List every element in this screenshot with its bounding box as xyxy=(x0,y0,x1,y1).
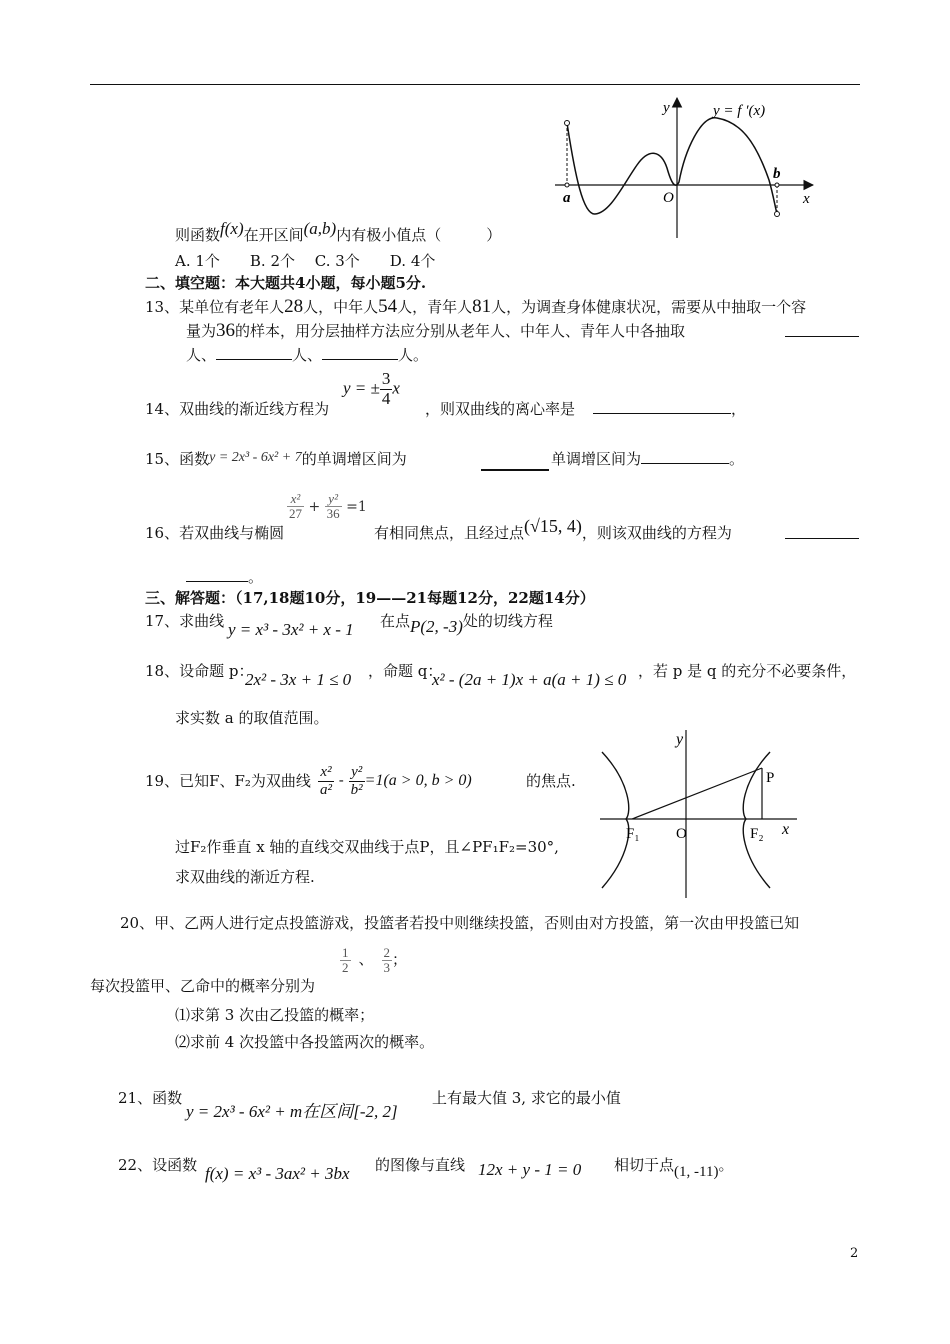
q13-text: 人，为调查身体健康状况，需要从中抽取一个容 xyxy=(491,298,807,316)
q15-line-tail xyxy=(551,448,744,469)
q20-prob-jia xyxy=(340,946,351,976)
q16-point: (√15, 4) xyxy=(524,516,582,536)
graph-y-label: y xyxy=(663,100,670,116)
graph-x-label: x xyxy=(782,821,790,838)
q13-text: 人、 xyxy=(292,346,323,364)
q14-eq-lhs: y = ± xyxy=(343,378,380,398)
q20-line2: 每次投篮甲、乙命中的概率分别为 xyxy=(90,977,316,995)
q13-value-middle: 54 xyxy=(378,296,398,317)
q16-text: 若双曲线与椭圆 xyxy=(179,524,285,542)
derivative-graph xyxy=(545,90,825,240)
q17-line-tail xyxy=(380,610,553,636)
q19-line xyxy=(145,770,311,791)
graph-b-label: b xyxy=(773,166,781,182)
q19-frac-2-num: y² xyxy=(349,764,365,782)
q21-text: 函数 xyxy=(152,1089,183,1107)
section3-heading: 三、解答题：（17,18题10分，19——21每题12分，22题14分） xyxy=(145,589,595,607)
q12-prefix: 则函数 xyxy=(175,226,221,244)
graph-origin-label: O xyxy=(676,826,687,842)
q13-line3 xyxy=(186,344,428,365)
q22-number: 22、 xyxy=(118,1156,153,1174)
q16-eq: =1 xyxy=(346,498,367,515)
q16-frac-2-num: y² xyxy=(325,492,342,507)
q19-line3: 求双曲线的渐近方程. xyxy=(175,868,315,886)
q19-condition: =1(a > 0, b > 0) xyxy=(364,772,472,789)
q18-line2: 求实数 a 的取值范围。 xyxy=(175,709,329,727)
q14-line-tail xyxy=(425,398,746,419)
q16-line-cont xyxy=(186,566,263,587)
q20-prob-yi xyxy=(382,946,393,976)
q15-formula: y = 2x³ - 6x² + 7 xyxy=(209,450,302,465)
q22-point: (1, -11) xyxy=(674,1164,719,1180)
q20-prob-jia-den: 2 xyxy=(342,960,349,976)
q13-text: 人，青年人 xyxy=(397,298,473,316)
q16-text: 有相同焦点，且经过点 xyxy=(374,524,525,542)
q22-text2: 的图像与直线 xyxy=(375,1156,466,1174)
q15-text: 的单调增区间为 xyxy=(301,450,407,468)
q17-formula: y = x³ - 3x² + x - 1 xyxy=(228,620,354,639)
q15-blank-1[interactable] xyxy=(481,455,549,471)
q19-line-tail: 的焦点. xyxy=(526,772,576,790)
q15-line xyxy=(145,448,407,469)
q15-end: 。 xyxy=(729,450,745,468)
q21-number: 21、 xyxy=(118,1089,153,1107)
q20-line1: 20、甲、乙两人进行定点投篮游戏，投篮者若投中则继续投篮，否则由对方投篮，第一次由甲投篮已知 xyxy=(120,914,800,932)
q16-end: 。 xyxy=(248,568,264,586)
q22-line xyxy=(118,1154,197,1175)
q13-sample-size: 36 xyxy=(216,320,236,341)
q12-options: A. 1个 B. 2个 C. 3个 D. 4个 xyxy=(175,252,436,270)
q13-blank-3[interactable] xyxy=(322,345,398,360)
q12-fx: f(x) xyxy=(220,219,244,238)
q19-hyperbola-eq xyxy=(318,764,472,798)
q13-blank-2[interactable] xyxy=(216,345,292,360)
q19-frac-1-num: x² xyxy=(318,764,334,782)
q22-formula: f(x) = x³ - 3ax² + 3bx xyxy=(205,1164,350,1183)
q17-text: 求曲线 xyxy=(179,612,225,630)
q13-line2 xyxy=(186,320,685,342)
q19-frac-2 xyxy=(349,764,365,798)
q13-text: 人，中年人 xyxy=(303,298,379,316)
section2-heading: 二、填空题：本大题共4小题，每小题5分. xyxy=(145,274,427,292)
graph-func-label: y = f ′(x) xyxy=(713,103,766,119)
q16-ellipse-eq xyxy=(287,492,367,522)
q20-end: ； xyxy=(392,950,408,969)
q20-separator: 、 xyxy=(358,950,374,969)
q14-equation xyxy=(343,370,400,408)
q22-end: 。 xyxy=(718,1156,734,1174)
q16-frac-1-den: 27 xyxy=(289,506,302,522)
q14-number: 14、 xyxy=(145,400,180,418)
q15-blank-2[interactable] xyxy=(641,449,729,464)
a-axis-point xyxy=(565,183,569,187)
q14-text: 双曲线的渐近线方程为 xyxy=(179,400,330,418)
q14-eq-var: x xyxy=(392,378,400,398)
q16-frac-2 xyxy=(325,492,342,522)
q13-text: 人。 xyxy=(398,346,429,364)
q22-text: 设函数 xyxy=(152,1156,198,1174)
q16-frac-1 xyxy=(287,492,304,522)
q18-text: 设命题 p： xyxy=(179,662,254,680)
q15-text: 单调增区间为 xyxy=(551,450,642,468)
q21-line-tail: 上有最大值 3, 求它的最小值 xyxy=(432,1089,621,1107)
graph-origin-label: O xyxy=(663,190,674,206)
hyperbola-graph xyxy=(592,722,802,902)
q13-text: 量为 xyxy=(186,322,217,340)
q13-value-old: 28 xyxy=(284,296,304,317)
segment-f1-p xyxy=(632,768,762,819)
b-axis-point xyxy=(775,183,779,187)
q13-number: 13、 xyxy=(145,298,180,316)
q19-frac-1 xyxy=(318,764,334,798)
q17-point: P(2, -3) xyxy=(410,617,463,636)
q19-text: 已知F、F₂为双曲线 xyxy=(179,772,311,790)
q13-value-young: 81 xyxy=(472,296,492,317)
graph-a-label: a xyxy=(563,190,571,206)
q12-mid: 在开区间 xyxy=(243,226,304,244)
q21-line xyxy=(118,1087,182,1108)
q20-sub1: ⑴求第 3 次由乙投篮的概率； xyxy=(175,1006,375,1024)
graph-x-label: x xyxy=(803,191,810,207)
q13-text: 的样本，用分层抽样方法应分别从老年人、中年人、青年人中各抽取 xyxy=(235,322,686,340)
q16-text: ，则该双曲线的方程为 xyxy=(581,524,732,542)
q13-text: 人、 xyxy=(186,346,217,364)
q16-line-head xyxy=(145,522,284,543)
q22-line-tail xyxy=(614,1154,734,1180)
graph-f1-label: F₁ xyxy=(626,826,640,842)
q16-blank-a[interactable] xyxy=(785,524,859,539)
q13-text: 某单位有老年人 xyxy=(179,298,285,316)
q20-probabilities xyxy=(340,946,407,976)
graph-y-label: y xyxy=(676,731,684,748)
q19-frac-2-den: b² xyxy=(350,781,363,798)
q12-suffix: 内有极小值点（ ） xyxy=(336,226,502,244)
b-open-point xyxy=(775,212,780,217)
q18-text: ，若 p 是 q 的充分不必要条件， xyxy=(638,662,857,680)
q17-number: 17、 xyxy=(145,612,180,630)
q20-sub2: ⑵求前 4 次投篮中各投篮两次的概率。 xyxy=(175,1033,435,1051)
q16-plus: + xyxy=(308,498,321,515)
q16-blank-b[interactable] xyxy=(186,567,248,582)
q20-prob-jia-num: 1 xyxy=(342,945,349,960)
q20-prob-yi-num: 2 xyxy=(383,945,391,960)
q18-number: 18、 xyxy=(145,662,180,680)
q18-q-formula: x² - (2a + 1)x + a(a + 1) ≤ 0 xyxy=(432,670,627,689)
q17-line xyxy=(145,610,224,631)
q22-text: 相切于点 xyxy=(614,1156,675,1174)
q22-line-eq: 12x + y - 1 = 0 xyxy=(478,1160,582,1179)
q16-frac-2-den: 36 xyxy=(326,506,340,522)
a-open-point xyxy=(565,121,570,126)
q20-prob-yi-den: 3 xyxy=(383,960,391,976)
q14-line xyxy=(145,398,329,419)
q15-text: 函数 xyxy=(179,450,210,468)
q15-number: 15、 xyxy=(145,450,180,468)
graph-p-label: P xyxy=(766,770,775,786)
header-rule xyxy=(90,84,860,85)
q14-frac-den: 4 xyxy=(381,388,391,408)
q17-text: 处的切线方程 xyxy=(462,612,553,630)
q19-line2: 过F₂作垂直 x 轴的直线交双曲线于点P，且∠PF₁F₂=30°, xyxy=(175,838,559,856)
q14-frac-num: 3 xyxy=(381,369,391,388)
q18-p-formula: 2x² - 3x + 1 ≤ 0 xyxy=(245,670,352,689)
q14-fraction xyxy=(380,370,393,408)
q17-text: 在点 xyxy=(380,612,411,630)
q13-blank-1[interactable] xyxy=(785,322,859,337)
q14-text: ，则双曲线的离心率是 xyxy=(425,400,576,418)
hyperbola-left-branch xyxy=(602,752,629,888)
q12-interval: (a,b) xyxy=(303,219,337,238)
page-number: 2 xyxy=(850,1246,859,1261)
q16-line-mid xyxy=(374,516,732,543)
q19-number: 19、 xyxy=(145,772,180,790)
q19-frac-1-den: a² xyxy=(320,781,332,798)
q16-number: 16、 xyxy=(145,524,180,542)
q18-line xyxy=(145,660,253,681)
q12-stem xyxy=(175,219,502,245)
graph-f2-label: F₂ xyxy=(750,826,764,842)
q14-blank[interactable] xyxy=(593,399,731,414)
q21-formula: y = 2x³ - 6x² + m在区间[-2, 2] xyxy=(186,1102,398,1121)
q16-frac-1-num: x² xyxy=(287,492,304,507)
q14-end: ， xyxy=(731,400,747,418)
q19-minus: - xyxy=(338,771,344,789)
q18-line-tail xyxy=(638,660,856,681)
q13-line1 xyxy=(145,296,806,318)
q18-text: ，命题 q： xyxy=(368,662,443,680)
